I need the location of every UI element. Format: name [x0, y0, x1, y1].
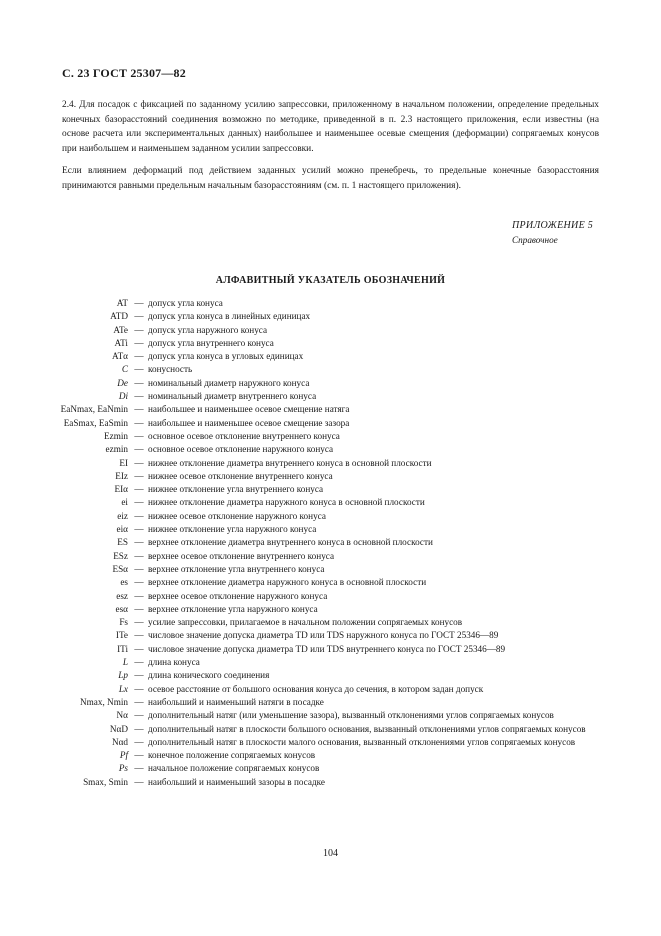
entry-description: основное осевое отклонение внутреннего конуса [148, 430, 340, 441]
entry-description: допуск угла конуса [148, 298, 223, 308]
entry-dash: — [134, 537, 144, 548]
entry-dash: — [134, 736, 144, 747]
entry-symbol: Nαd [111, 736, 128, 747]
entry-dash: — [134, 377, 144, 388]
index-entry [40, 390, 620, 403]
index-entry [40, 643, 620, 656]
entry-symbol: ITi [117, 643, 128, 654]
entry-symbol: ATe [113, 324, 128, 335]
entry-description: числовое значение допуска диаметра TD или TDS внутреннего конуса по ГОСТ 25346—89 [148, 643, 506, 654]
entry-dash: — [134, 470, 144, 481]
index-entry [40, 496, 620, 509]
index-entry [40, 430, 620, 443]
index-entry [40, 563, 620, 576]
index-entry [40, 762, 620, 775]
index-entry [40, 470, 620, 483]
entry-symbol: Pf [119, 750, 128, 761]
entry-symbol: EaSmax, EaSmin [63, 417, 128, 428]
entry-description: усилие запрессовки, прилагаемое в начальном положении сопрягаемых конусов [148, 617, 463, 628]
index-entry [40, 310, 620, 323]
index-entry [40, 510, 620, 523]
entry-description: верхнее отклонение угла внутреннего конуса [148, 563, 325, 574]
entry-description: нижнее отклонение угла внутреннего конуса [148, 484, 324, 495]
entry-dash: — [134, 657, 144, 668]
entry-dash: — [134, 324, 144, 335]
entry-description: номинальный диаметр наружного конуса [148, 377, 310, 388]
entry-symbol: Lp [118, 670, 128, 681]
appendix-title: ПРИЛОЖЕНИЕ 5 [512, 220, 594, 231]
entry-symbol: EI [119, 457, 128, 468]
entry-symbol: Ps [118, 763, 128, 774]
entry-dash: — [134, 430, 144, 441]
entry-symbol: Nα [116, 710, 128, 721]
entry-symbol: Fs [119, 617, 128, 628]
index-entry [40, 736, 620, 749]
index-entry [40, 337, 620, 350]
entry-description: наибольшее и наименьшее осевое смещение натяга [148, 404, 350, 415]
entry-symbol: ESα [112, 563, 128, 574]
section-title: АЛФАВИТНЫЙ УКАЗАТЕЛЬ ОБОЗНАЧЕНИЙ [215, 275, 446, 286]
entry-symbol: De [117, 377, 128, 388]
entry-dash: — [134, 776, 144, 787]
entry-description: нижнее осевое отклонение внутреннего конуса [148, 470, 333, 481]
index-entry [40, 616, 620, 629]
entry-symbol: ATi [114, 337, 128, 348]
index-entry [40, 749, 620, 762]
entry-symbol: Ezmin [104, 430, 128, 441]
entry-dash: — [134, 710, 144, 721]
index-entry [40, 443, 620, 456]
paragraph-deformation: Если влиянием деформаций под действием заданных усилий можно пренебречь, то предельные конечные базорасстояния принимаются равными предельным начальным базорасстояниям (см. п. 1 настоящего приложения). [62, 166, 599, 191]
entry-dash: — [134, 497, 144, 508]
entry-dash: — [134, 404, 144, 415]
entry-dash: — [134, 364, 144, 375]
entry-dash: — [134, 603, 144, 614]
index-entry [40, 523, 620, 536]
entry-symbol: EIα [114, 484, 128, 495]
entry-dash: — [134, 351, 144, 362]
index-entry [40, 709, 620, 722]
index-entry [40, 776, 620, 789]
entry-symbol: Di [118, 391, 128, 402]
entry-symbol: esz [116, 590, 128, 601]
index-entry [40, 683, 620, 696]
entry-dash: — [134, 763, 144, 774]
entry-description: верхнее осевое отклонение внутреннего конуса [148, 550, 335, 561]
entry-description: нижнее осевое отклонение наружного конуса [148, 510, 326, 521]
index-entry [40, 363, 620, 376]
entry-description: допуск угла конуса в линейных единицах [148, 311, 311, 322]
index-entry [40, 656, 620, 669]
index-entry [40, 417, 620, 430]
entry-dash: — [134, 484, 144, 495]
entry-dash: — [134, 670, 144, 681]
entry-description: наибольший и наименьший зазоры в посадке [148, 776, 325, 787]
entry-dash: — [134, 683, 144, 694]
entry-symbol: C [121, 364, 128, 375]
entry-description: наибольшее и наименьшее осевое смещение зазора [148, 417, 350, 428]
entry-dash: — [134, 444, 144, 455]
entry-description: нижнее отклонение угла наружного конуса [148, 524, 317, 535]
entry-description: верхнее осевое отклонение наружного конуса [148, 590, 328, 601]
entry-dash: — [134, 630, 144, 641]
entry-symbol: ATD [110, 311, 128, 322]
page-header: С. 23 ГОСТ 25307—82 [62, 66, 186, 80]
entry-symbol: es [120, 577, 128, 588]
entry-description: конечное положение сопрягаемых конусов [148, 750, 316, 761]
entry-symbol: ezmin [105, 444, 128, 455]
entry-description: верхнее отклонение угла наружного конуса [148, 603, 318, 614]
index-entry [40, 723, 620, 736]
entry-symbol: ei [121, 497, 128, 508]
index-entry [40, 590, 620, 603]
entry-dash: — [134, 298, 144, 308]
entry-symbol: eiz [117, 510, 128, 521]
entry-description: допуск угла наружного конуса [148, 324, 268, 335]
index-entry [40, 403, 620, 416]
entry-dash: — [134, 643, 144, 654]
entry-description: основное осевое отклонение наружного конуса [148, 444, 334, 455]
symbol-index-list [40, 297, 620, 789]
entry-symbol: ESz [113, 550, 128, 561]
entry-symbol: ITe [115, 630, 128, 641]
entry-description: наибольший и наименьший натяги в посадке [148, 696, 324, 707]
entry-dash: — [134, 510, 144, 521]
entry-symbol: AT [116, 298, 128, 308]
index-entry [40, 483, 620, 496]
entry-symbol: NαD [109, 723, 128, 734]
paragraph-2-4: 2.4. Для посадок с фиксацией по заданному усилию запрессовки, приложенному в начальном положении, определение предельных конечных базорасстояний соединения возможно по методике, приведенной в п. 2.3 настоящего приложения, если известны (на основе расчета или экспериментальных данных) наибольшее и наименьшее осевые смещения (деформации) сопрягаемых конусов при наибольшем и наименьшем заданном усилии запрессовки. [62, 100, 599, 154]
entry-symbol: Lx [118, 683, 128, 694]
entry-dash: — [134, 723, 144, 734]
entry-description: начальное положение сопрягаемых конусов [148, 763, 320, 774]
index-entry [40, 536, 620, 549]
entry-dash: — [134, 311, 144, 322]
entry-dash: — [134, 577, 144, 588]
index-entry [40, 603, 620, 616]
entry-description: номинальный диаметр внутреннего конуса [148, 391, 317, 402]
entry-dash: — [134, 563, 144, 574]
entry-dash: — [134, 417, 144, 428]
entry-description: допуск угла внутреннего конуса [148, 337, 274, 348]
entry-symbol: EaNmax, EaNmin [60, 404, 128, 415]
entry-description: конусность [148, 364, 193, 375]
index-entry [40, 550, 620, 563]
entry-dash: — [134, 617, 144, 628]
entry-symbol: Nmax, Nmin [80, 696, 128, 707]
entry-description: дополнительный натяг (или уменьшение зазора), вызванный отклонениями углов сопрягаемых конусов [148, 710, 554, 721]
entry-dash: — [134, 457, 144, 468]
index-entry [40, 324, 620, 337]
entry-symbol: ES [117, 537, 128, 548]
entry-dash: — [134, 750, 144, 761]
entry-description: допуск угла конуса в угловых единицах [148, 351, 304, 362]
entry-description: дополнительный натяг в плоскости малого основания, вызванный отклонениями углов сопрягаемых конусов [148, 736, 576, 747]
entry-symbol: EIz [115, 470, 128, 481]
entry-description: верхнее отклонение диаметра наружного конуса в основной плоскости [148, 577, 427, 588]
entry-symbol: eiα [116, 524, 128, 535]
index-entry [40, 297, 620, 310]
entry-description: нижнее отклонение диаметра наружного конуса в основной плоскости [148, 497, 425, 508]
entry-symbol: esα [115, 603, 128, 614]
entry-description: длина конического соединения [148, 670, 270, 681]
entry-description: длина конуса [148, 657, 200, 668]
entry-symbol: ATα [111, 351, 128, 362]
index-entry [40, 576, 620, 589]
index-entry [40, 377, 620, 390]
entry-symbol: Smax, Smin [83, 776, 128, 787]
index-entry [40, 696, 620, 709]
entry-dash: — [134, 391, 144, 402]
entry-dash: — [134, 696, 144, 707]
entry-dash: — [134, 524, 144, 535]
index-entry [40, 629, 620, 642]
index-entry [40, 457, 620, 470]
entry-dash: — [134, 550, 144, 561]
entry-dash: — [134, 590, 144, 601]
entry-description: осевое расстояние от большого основания конуса до сечения, в котором задан допуск [148, 683, 484, 694]
entry-description: числовое значение допуска диаметра TD или TDS наружного конуса по ГОСТ 25346—89 [148, 630, 499, 641]
index-entry [40, 350, 620, 363]
entry-description: дополнительный натяг в плоскости большого основания, вызванный отклонениями углов сопрягаемых конусов [148, 723, 586, 734]
index-entry [40, 669, 620, 682]
page-number: 104 [323, 848, 338, 859]
entry-dash: — [134, 337, 144, 348]
entry-description: верхнее отклонение диаметра внутреннего конуса в основной плоскости [148, 537, 433, 548]
appendix-subtitle: Справочное [512, 235, 558, 245]
entry-description: нижнее отклонение диаметра внутреннего конуса в основной плоскости [148, 457, 432, 468]
entry-symbol: L [122, 657, 128, 668]
